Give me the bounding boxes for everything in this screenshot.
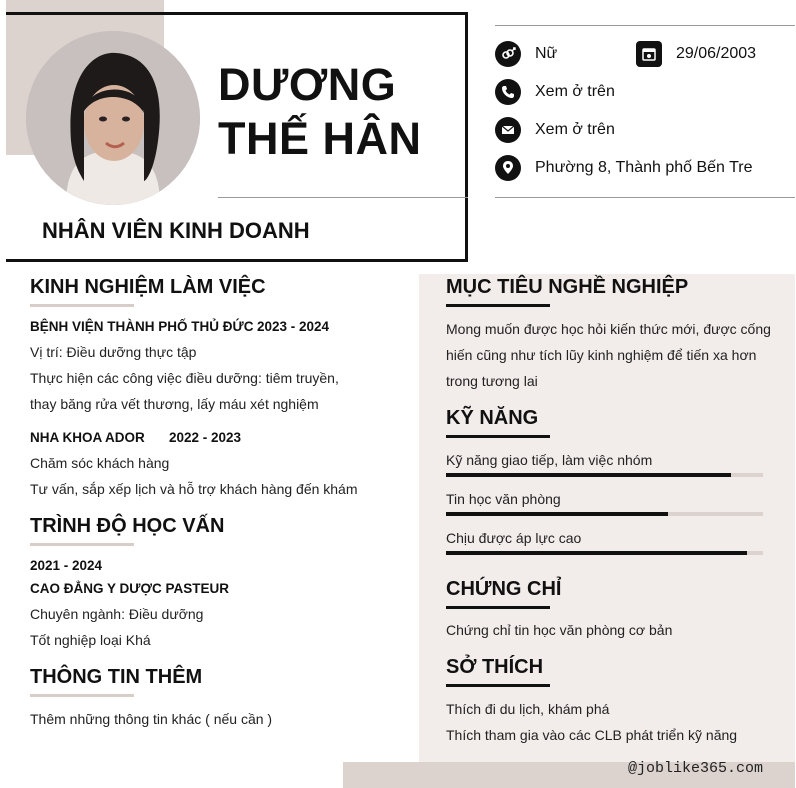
experience-title: KINH NGHIỆM LÀM VIỆC xyxy=(30,276,266,298)
skill-3-fill xyxy=(446,551,747,555)
contact-bottom-divider xyxy=(495,197,795,198)
phone-value: Xem ở trên xyxy=(535,83,615,100)
education-underline xyxy=(30,543,134,546)
education-school: CAO ĐẲNG Y DƯỢC PASTEUR xyxy=(30,581,229,596)
skill-1-track xyxy=(446,473,763,477)
gender-icon xyxy=(495,41,521,67)
job-1-company: BỆNH VIỆN THÀNH PHỐ THỦ ĐỨC xyxy=(30,319,254,334)
contact-email xyxy=(495,117,615,143)
name-line-2: THẾ HÂN xyxy=(218,113,422,164)
birthday-value: 29/06/2003 xyxy=(676,45,757,62)
skill-1-fill xyxy=(446,473,731,477)
education-line-1: Chuyên ngành: Điều dưỡng xyxy=(30,606,204,622)
objective-underline xyxy=(446,304,550,307)
skill-2-track xyxy=(446,512,763,516)
job-title: NHÂN VIÊN KINH DOANH xyxy=(42,218,310,243)
phone-icon xyxy=(495,79,521,105)
address-value: Phường 8, Thành phố Bến Tre xyxy=(535,159,753,176)
objective-title: MỤC TIÊU NGHỀ NGHIỆP xyxy=(446,276,689,298)
candidate-name xyxy=(218,58,422,166)
contact-address xyxy=(495,155,753,181)
hobbies-title: SỞ THÍCH xyxy=(446,656,544,678)
hobby-line-2: Thích tham gia vào các CLB phát triển kỹ năng xyxy=(446,727,738,743)
certificates-text: Chứng chỉ tin học văn phòng cơ bản xyxy=(446,622,673,638)
location-icon xyxy=(495,155,521,181)
extra-underline xyxy=(30,694,134,697)
avatar-illustration xyxy=(26,31,200,205)
job-1-line-2: Thực hiện các công việc điều dưỡng: tiêm truyền, xyxy=(30,370,339,386)
hobbies-underline xyxy=(446,684,550,687)
job-1-line-1: Vị trí: Điều dưỡng thực tập xyxy=(30,344,197,360)
certificates-title: CHỨNG CHỈ xyxy=(446,578,562,600)
skill-2-fill xyxy=(446,512,668,516)
certificates-underline xyxy=(446,606,550,609)
skill-3-label: Chịu được áp lực cao xyxy=(446,530,582,546)
job-2-company: NHA KHOA ADOR xyxy=(30,430,145,445)
job-2-period: 2022 - 2023 xyxy=(169,430,242,445)
job-2-line-2: Tư vấn, sắp xếp lịch và hỗ trợ khách hàng đến khám xyxy=(30,481,358,497)
skills-underline xyxy=(446,435,550,438)
job-1-period: 2023 - 2024 xyxy=(257,319,330,334)
experience-underline xyxy=(30,304,134,307)
skills-title: KỸ NĂNG xyxy=(446,407,539,429)
gender-value: Nữ xyxy=(535,45,558,62)
objective-line-3: trong tương lai xyxy=(446,373,538,389)
extra-title: THÔNG TIN THÊM xyxy=(30,666,203,688)
contact-phone xyxy=(495,79,615,105)
contact-gender xyxy=(495,41,557,67)
skill-1-label: Kỹ năng giao tiếp, làm việc nhóm xyxy=(446,452,653,468)
contact-top-divider xyxy=(495,25,795,26)
job-2-line-1: Chăm sóc khách hàng xyxy=(30,455,170,471)
email-icon xyxy=(495,117,521,143)
name-divider xyxy=(218,197,468,198)
calendar-icon xyxy=(636,41,662,67)
email-value: Xem ở trên xyxy=(535,121,615,138)
job-1-line-3: thay băng rửa vết thương, lấy máu xét nghiệm xyxy=(30,396,319,412)
contact-birthday xyxy=(636,41,756,67)
hobby-line-1: Thích đi du lịch, khám phá xyxy=(446,701,610,717)
education-period: 2021 - 2024 xyxy=(30,558,103,573)
skill-3-track xyxy=(446,551,763,555)
profile-photo xyxy=(26,31,200,205)
objective-line-1: Mong muốn được học hỏi kiến thức mới, được cống xyxy=(446,321,771,337)
skill-2-label: Tin học văn phòng xyxy=(446,491,561,507)
objective-line-2: hiến cũng như tích lũy kinh nghiệm để tiến xa hơn xyxy=(446,347,757,363)
education-title: TRÌNH ĐỘ HỌC VẤN xyxy=(30,515,225,537)
education-line-2: Tốt nghiệp loại Khá xyxy=(30,632,151,648)
name-line-1: DƯƠNG xyxy=(218,59,397,110)
footer-website: @joblike365.com xyxy=(628,760,764,777)
extra-text: Thêm những thông tin khác ( nếu cần ) xyxy=(30,711,273,727)
